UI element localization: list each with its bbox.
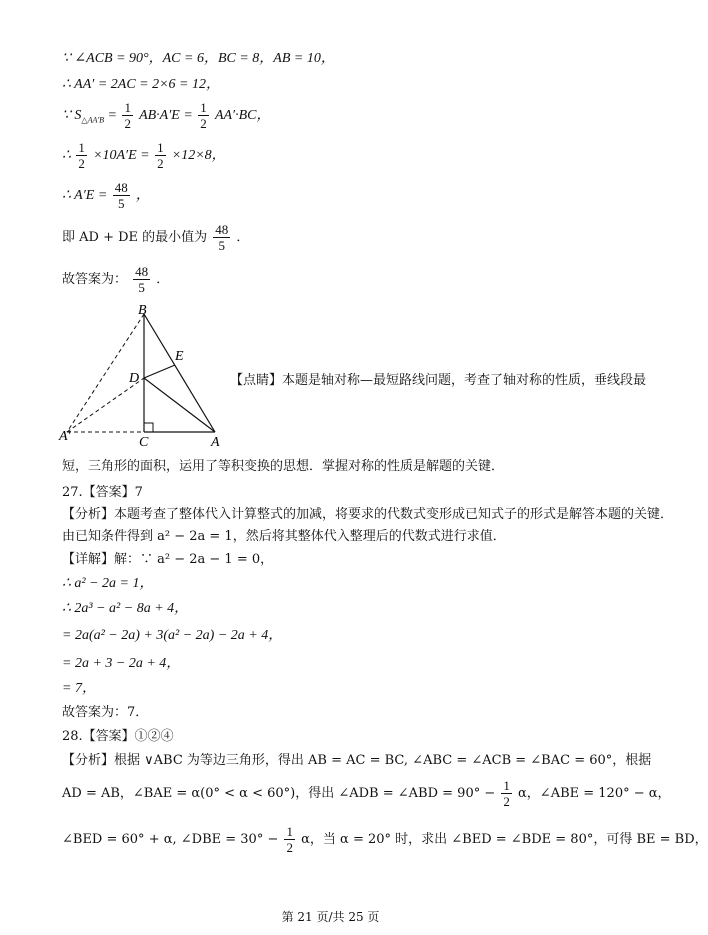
label-c: C [139, 435, 149, 450]
fraction-48-5: $\frac{48}{5}$ [114, 180, 128, 211]
line-de [144, 365, 175, 378]
fraction-half: $\frac{1}{2}$ [286, 824, 293, 855]
page-number: 第 21 页/共 25 页 [281, 910, 380, 924]
q27-step-4: = 2a + 3 − 2a + 4， [62, 656, 181, 671]
label-a: A [211, 435, 220, 450]
final-answer-line: 故答案为： $\frac{48}{5}$ ． [62, 264, 170, 295]
q27-step-3: = 2a(a² − 2a) + 3(a² − 2a) − 2a + 4， [62, 628, 283, 643]
label-d: D [129, 371, 140, 386]
label-e: E [175, 349, 184, 364]
proof-line-2: ∴ AA′ = 2AC = 2×6 = 12， [62, 77, 220, 92]
dashed-line-ad [67, 378, 144, 432]
q28-analysis-3: ∠BED = 60° + α, ∠DBE = 30° − $\frac{1}{2}$ α，当 α = 20° 时，求出 ∠BED = ∠BDE = 80°，可得 BE = BD， [62, 824, 708, 855]
q27-step-2: ∴ 2a³ − a² − 8a + 4， [62, 601, 189, 616]
proof-line-5: ∴ A′E = $\frac{48}{5}$ ， [62, 180, 150, 211]
q27-detail: 【详解】解：∵ a² − 2a − 1 = 0， [62, 552, 274, 567]
proof-line-1: ∵ ∠ACB = 90°，AC = 6，BC = 8，AB = 10， [62, 51, 335, 66]
proof-line-6: 即 AD + DE 的最小值为 $\frac{48}{5}$ ． [62, 222, 250, 253]
label-b: B [138, 303, 147, 318]
dianjing-text-2: 短，三角形的面积，运用了等积变换的思想．掌握对称的性质是解题的关键． [62, 459, 505, 474]
q27-step-1: ∴ a² − 2a = 1， [62, 576, 154, 591]
fraction-48-5: $\frac{48}{5}$ [215, 222, 229, 253]
fraction-48-5: $\frac{48}{5}$ [135, 264, 149, 295]
fraction-half: $\frac{1}{2}$ [157, 140, 164, 171]
proof-line-3: ∵ $S_{\triangle AA'B}$ = $\frac{1}{2}$ AB·A′E = $\frac{1}{2}$ AA′·BC， [62, 100, 271, 131]
q27-final: 故答案为：7． [62, 705, 149, 720]
fraction-half: $\frac{1}{2}$ [200, 100, 207, 131]
fraction-half: $\frac{1}{2}$ [78, 140, 85, 171]
fraction-half: $\frac{1}{2}$ [124, 100, 131, 131]
q27-analysis-1: 【分析】本题考查了整体代入计算整式的加减，将要求的代数式变形成已知式子的形式是解答本题的关键． [62, 507, 674, 522]
line-da [144, 378, 215, 432]
q28-answer: 28.【答案】①②④ [62, 729, 174, 744]
q27-answer: 27.【答案】7 [62, 485, 143, 500]
label-a-prime: A′ [59, 429, 71, 444]
q27-step-5: = 7， [62, 681, 96, 696]
q27-analysis-2: 由已知条件得到 a² − 2a = 1，然后将其整体代入整理后的代数式进行求值． [62, 529, 506, 544]
triangle-figure [55, 302, 235, 452]
right-angle-mark [144, 423, 153, 432]
q28-analysis-1: 【分析】根据 ∨ABC 为等边三角形，得出 AB = AC = BC, ∠ABC = ∠ACB = ∠BAC = 60°，根据 [62, 753, 652, 768]
fraction-half: $\frac{1}{2}$ [503, 778, 510, 809]
q28-analysis-2: AD = AB，∠BAE = α(0° < α < 60°)，得出 ∠ADB = ∠ABD = 90° − $\frac{1}{2}$ α，∠ABE = 120° − α， [62, 778, 671, 809]
proof-line-4: ∴ $\frac{1}{2}$ ×10A′E = $\frac{1}{2}$ ×12×8， [62, 140, 226, 171]
dianjing-text-1: 【点睛】本题是轴对称—最短路线问题，考查了轴对称的性质，垂线段最 [230, 373, 647, 388]
